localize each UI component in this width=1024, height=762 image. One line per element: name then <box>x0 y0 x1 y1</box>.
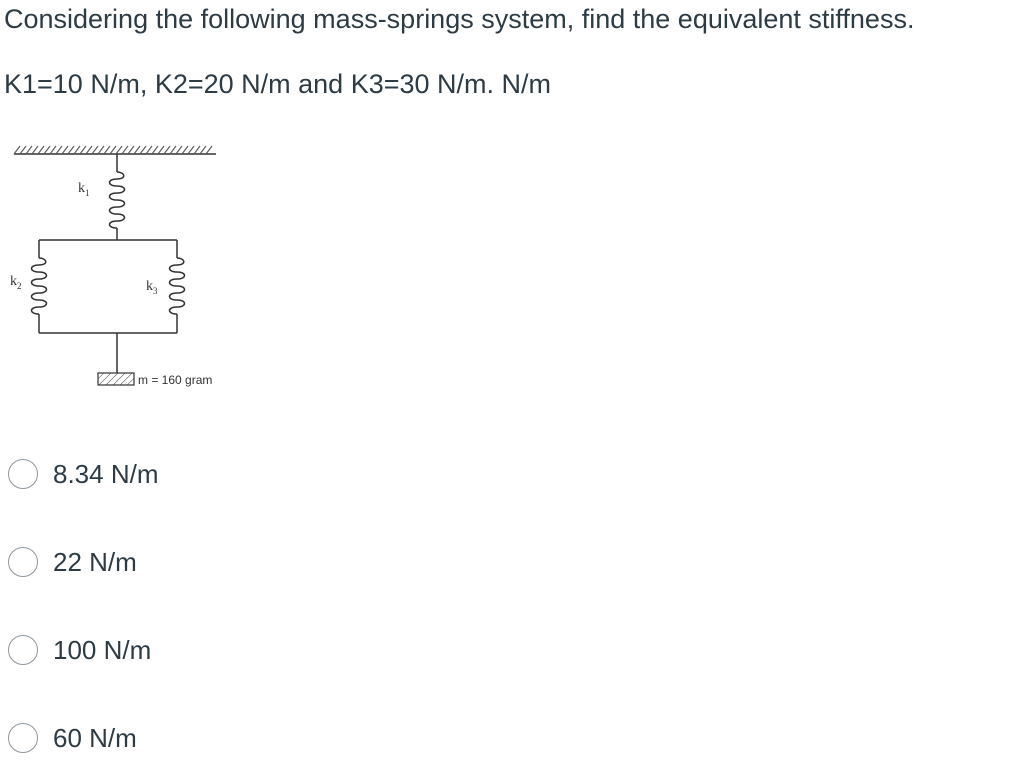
mass-spring-diagram <box>0 130 260 400</box>
spring-k1 <box>110 154 125 240</box>
k1-label: $k_1$ <box>78 181 90 198</box>
answer-option-2[interactable] <box>8 540 159 584</box>
answer-option-3[interactable] <box>8 628 159 672</box>
answer-options <box>8 452 159 762</box>
radio-button[interactable] <box>8 635 38 665</box>
question-given-values: K1=10 N/m, K2=20 N/m and K3=30 N/m. N/m <box>4 69 552 99</box>
k3-label: $k_3$ <box>146 279 158 296</box>
option-label: 22 N/m <box>53 547 137 577</box>
spring-k3 <box>170 240 185 333</box>
radio-button[interactable] <box>8 459 38 489</box>
answer-option-4[interactable] <box>8 716 159 760</box>
mass-block <box>98 373 134 385</box>
mass-label: m = 160 gram <box>138 373 213 387</box>
spring-k2 <box>32 240 47 333</box>
answer-option-1[interactable] <box>8 452 159 496</box>
ceiling-support <box>14 146 216 154</box>
option-label: 60 N/m <box>53 723 137 753</box>
option-label: 8.34 N/m <box>53 459 159 489</box>
radio-button[interactable] <box>8 723 38 753</box>
question-text: Considering the following mass-springs system, find the equivalent stiffness. <box>4 4 915 34</box>
radio-button[interactable] <box>8 547 38 577</box>
option-label: 100 N/m <box>53 635 152 665</box>
k2-label: $k_2$ <box>10 274 22 291</box>
mass-spring-diagram-svg <box>0 130 260 400</box>
